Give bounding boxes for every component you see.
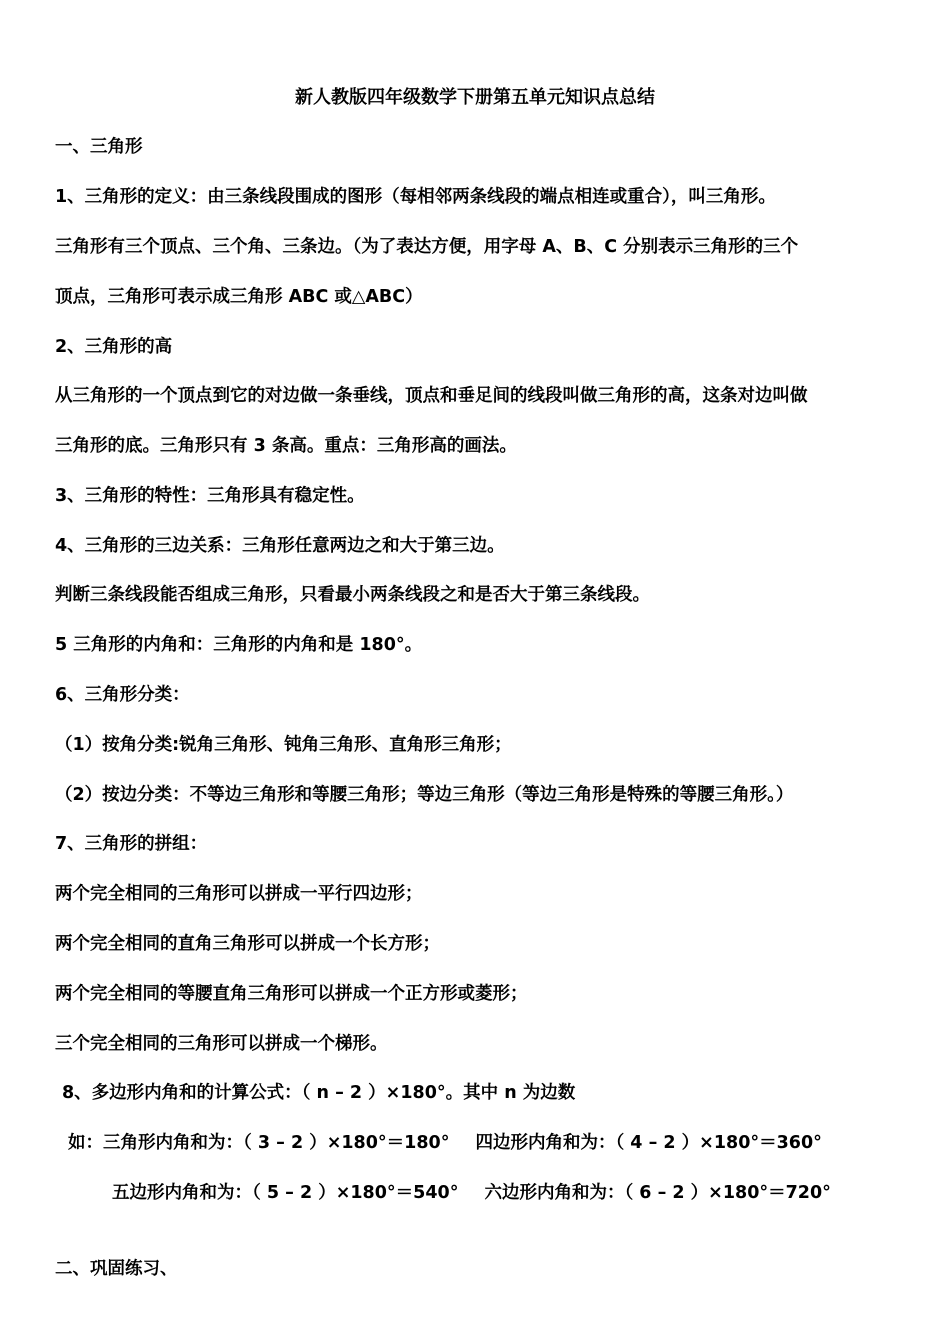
example-row <box>112 1181 831 1205</box>
example-hexagon: 六边形内角和为：（ 6 – 2 ）×180°＝720° <box>484 1183 831 1203</box>
paragraph-line: 2、三角形的高 <box>55 337 173 357</box>
page-title: 新人教版四年级数学下册第五单元知识点总结 <box>295 87 655 108</box>
example-row <box>68 1131 822 1155</box>
paragraph-line: 从三角形的一个顶点到它的对边做一条垂线，顶点和垂足间的线段叫做三角形的高，这条对边叫做 <box>55 386 808 406</box>
section-heading-practice: 二、巩固练习、 <box>55 1259 178 1279</box>
paragraph-line: 三角形的底。三角形只有 3 条高。重点：三角形高的画法。 <box>55 436 517 456</box>
example-quadrilateral: 四边形内角和为：（ 4 – 2 ）×180°＝360° <box>475 1133 822 1153</box>
paragraph-line: 两个完全相同的三角形可以拼成一平行四边形； <box>55 884 423 904</box>
paragraph-line: 6、三角形分类： <box>55 685 190 705</box>
polygon-angle-formula: 8、多边形内角和的计算公式：（ n – 2 ）×180°。其中 n 为边数 <box>62 1083 576 1103</box>
paragraph-line: （2）按边分类：不等边三角形和等腰三角形；等边三角形（等边三角形是特殊的等腰三角形。） <box>55 785 794 805</box>
paragraph-line: 三角形有三个顶点、三个角、三条边。（为了表达方便，用字母 A、B、C 分别表示三角形的三个 <box>55 237 799 257</box>
paragraph-line: 4、三角形的三边关系：三角形任意两边之和大于第三边。 <box>55 536 505 556</box>
paragraph-line: 顶点，三角形可表示成三角形 ABC 或△ABC） <box>55 287 423 307</box>
section-heading-triangle: 一、三角形 <box>55 137 143 157</box>
example-triangle: 如：三角形内角和为：（ 3 – 2 ）×180°＝180° <box>68 1133 450 1153</box>
paragraph-line: 两个完全相同的直角三角形可以拼成一个长方形； <box>55 934 440 954</box>
paragraph-line: 两个完全相同的等腰直角三角形可以拼成一个正方形或菱形； <box>55 984 528 1004</box>
paragraph-line: 三个完全相同的三角形可以拼成一个梯形。 <box>55 1034 388 1054</box>
paragraph-line: 1、三角形的定义：由三条线段围成的图形（每相邻两条线段的端点相连或重合），叫三角形。 <box>55 187 776 207</box>
paragraph-line: （1）按角分类:锐角三角形、钝角三角形、直角形三角形； <box>55 735 512 755</box>
paragraph-line: 5 三角形的内角和：三角形的内角和是 180°。 <box>55 635 423 655</box>
example-pentagon: 五边形内角和为：（ 5 – 2 ）×180°＝540° <box>112 1183 459 1203</box>
paragraph-line: 判断三条线段能否组成三角形，只看最小两条线段之和是否大于第三条线段。 <box>55 585 650 605</box>
paragraph-line: 7、三角形的拼组： <box>55 834 208 854</box>
paragraph-line: 3、三角形的特性：三角形具有稳定性。 <box>55 486 365 506</box>
